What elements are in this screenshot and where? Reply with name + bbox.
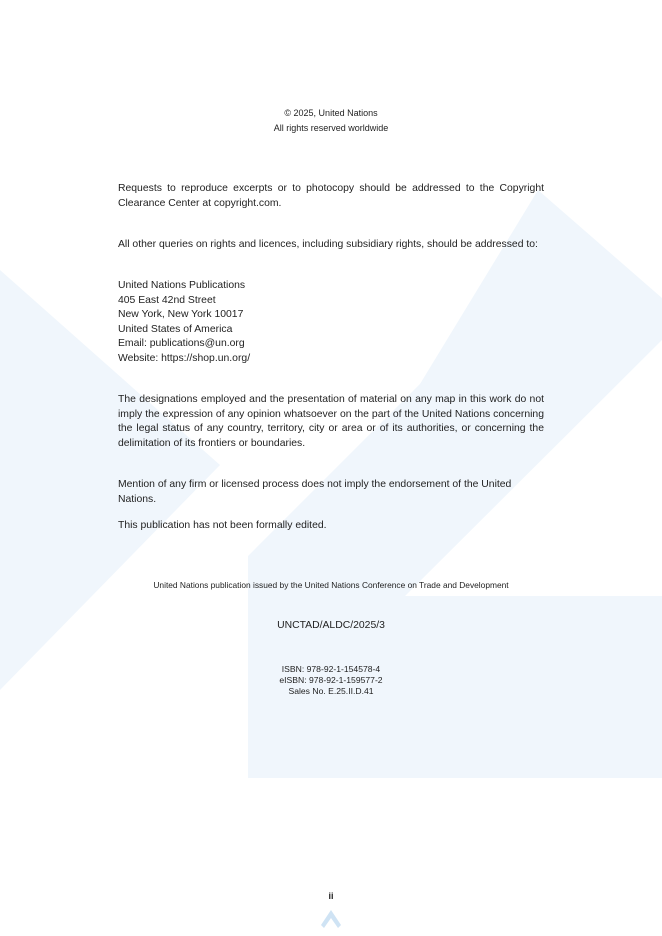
other-queries-text: All other queries on rights and licences, including subsidiary rights, should be addressed to: <box>118 239 538 250</box>
other-queries-paragraph <box>118 238 544 253</box>
designations-text: The designations employed and the presentation of material on any map in this work do not imply the expression of any opinion whatsoever on the part of the United Nations concerning the legal status of any country, territory, city or area or of its authorities, or concerning the delimitation of its frontiers or boundaries. <box>118 394 544 449</box>
isbn-line: ISBN: 978-92-1-154578-4 <box>281 664 381 674</box>
address-line: 405 East 42nd Street <box>118 294 216 306</box>
address-line: United Nations Publications <box>118 280 246 291</box>
email-line: Email: publications@un.org <box>118 338 245 349</box>
mention-paragraph <box>118 478 544 507</box>
eisbn-line: eISBN: 978-92-1-159577-2 <box>279 675 383 685</box>
website-line: Website: https://shop.un.org/ <box>118 352 251 364</box>
not-edited-text: This publication has not been formally edited. <box>118 520 327 531</box>
address-line: New York, New York 10017 <box>118 309 244 320</box>
address-line: United States of America <box>118 323 233 335</box>
copyright-line: © 2025, United Nations <box>284 108 378 118</box>
designations-paragraph <box>118 393 544 451</box>
not-edited-paragraph <box>118 519 544 534</box>
isbn-block <box>0 664 662 697</box>
requests-paragraph <box>118 182 544 211</box>
mention-text: Mention of any firm or licensed process does not imply the endorsement of the United Nations. <box>118 479 512 505</box>
issued-by-line: United Nations publication issued by the United Nations Conference on Trade and Development <box>153 580 509 590</box>
document-code: UNCTAD/ALDC/2025/3 <box>277 620 385 631</box>
requests-text: Requests to reproduce excerpts or to photocopy should be addressed to the Copyright Clearance Center at copyright.com. <box>118 183 544 209</box>
page-number: ii <box>328 891 334 901</box>
address-block <box>118 279 544 366</box>
rights-reserved-line: All rights reserved worldwide <box>273 123 389 133</box>
sales-number-line: Sales No. E.25.II.D.41 <box>288 686 374 696</box>
